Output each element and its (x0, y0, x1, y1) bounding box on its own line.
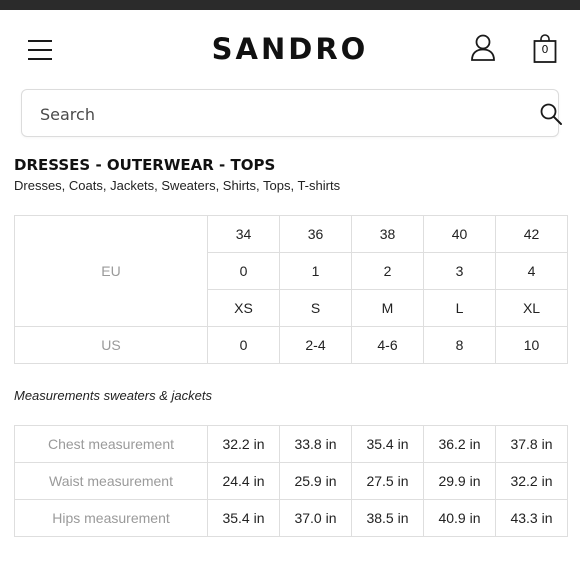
category-title: DRESSES - OUTERWEAR - TOPS (14, 156, 276, 174)
eu-label: EU (15, 216, 208, 327)
table-cell: 8 (424, 327, 496, 364)
search-icon[interactable] (539, 102, 563, 126)
table-cell: 40.9 in (424, 500, 496, 537)
table-cell: 38.5 in (352, 500, 424, 537)
user-icon[interactable] (470, 34, 496, 62)
table-cell: 25.9 in (280, 463, 352, 500)
us-label: US (15, 327, 208, 364)
table-cell: 1 (280, 253, 352, 290)
table-cell: 34 (208, 216, 280, 253)
category-subtitle: Dresses, Coats, Jackets, Sweaters, Shirts, Tops, T-shirts (14, 178, 341, 193)
table-cell: 29.9 in (424, 463, 496, 500)
row-label: Hips measurement (15, 500, 208, 537)
table-cell: 4 (496, 253, 568, 290)
search-input[interactable] (40, 102, 480, 126)
table-cell: 0 (208, 253, 280, 290)
table-cell: XL (496, 290, 568, 327)
brand-logo[interactable]: SANDRO (211, 32, 369, 66)
table-row (15, 463, 568, 500)
table-cell: 27.5 in (352, 463, 424, 500)
table-cell: 37.8 in (496, 426, 568, 463)
table-cell: 36.2 in (424, 426, 496, 463)
table-cell: L (424, 290, 496, 327)
table-cell: 36 (280, 216, 352, 253)
search-bar (21, 89, 559, 137)
table-row (15, 216, 568, 253)
table-cell: 24.4 in (208, 463, 280, 500)
table-cell: 3 (424, 253, 496, 290)
cart-count: 0 (541, 43, 549, 56)
table-row (15, 426, 568, 463)
site-header (0, 10, 580, 88)
table-cell: 4-6 (352, 327, 424, 364)
table-cell: 40 (424, 216, 496, 253)
table-row (15, 500, 568, 537)
table-cell: 37.0 in (280, 500, 352, 537)
table-row (15, 327, 568, 364)
table-cell: 35.4 in (208, 500, 280, 537)
size-conversion-table (14, 215, 568, 364)
table-cell: 33.8 in (280, 426, 352, 463)
table-cell: 42 (496, 216, 568, 253)
table-cell: 0 (208, 327, 280, 364)
table-cell: 43.3 in (496, 500, 568, 537)
table-cell: 32.2 in (496, 463, 568, 500)
table-cell: 35.4 in (352, 426, 424, 463)
row-label: Chest measurement (15, 426, 208, 463)
measurements-table (14, 425, 568, 537)
table-cell: M (352, 290, 424, 327)
table-cell: 2-4 (280, 327, 352, 364)
table-cell: 38 (352, 216, 424, 253)
table-cell: 2 (352, 253, 424, 290)
row-label: Waist measurement (15, 463, 208, 500)
table-cell: 10 (496, 327, 568, 364)
shopping-bag-button[interactable] (533, 34, 557, 64)
table-cell: XS (208, 290, 280, 327)
table-cell: S (280, 290, 352, 327)
status-bar (0, 0, 580, 10)
measurements-title: Measurements sweaters & jackets (14, 388, 212, 403)
table-cell: 32.2 in (208, 426, 280, 463)
